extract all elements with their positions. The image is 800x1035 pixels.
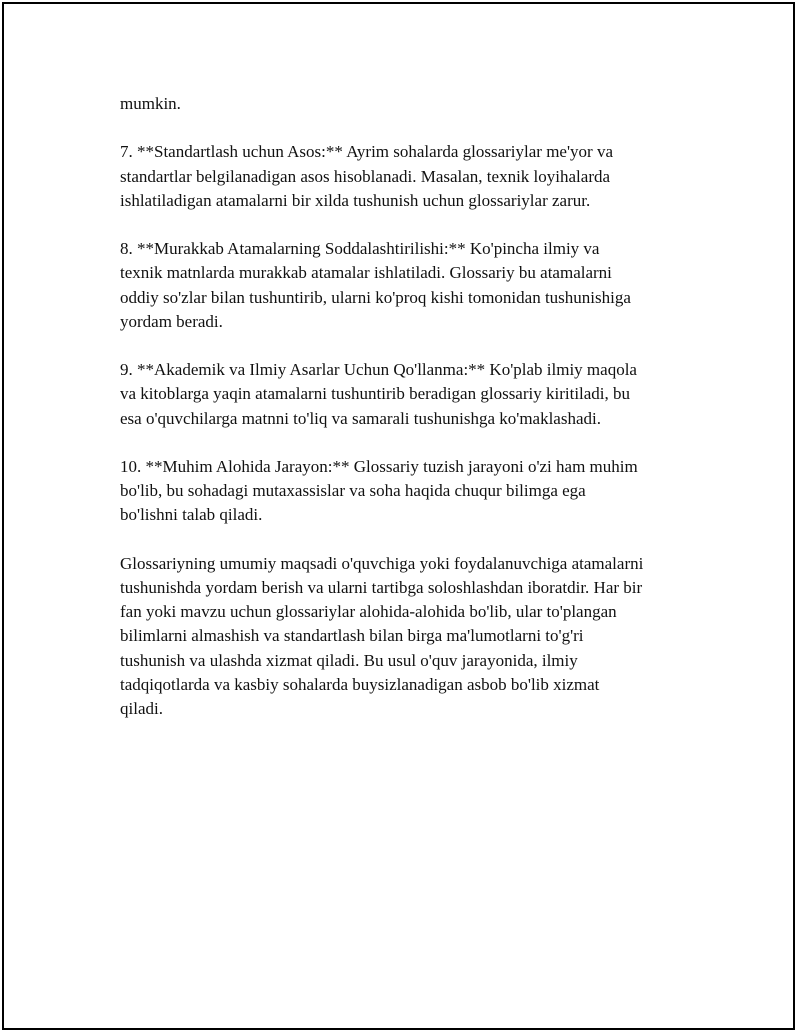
document-body bbox=[120, 92, 685, 745]
paragraph-continuation: mumkin. bbox=[120, 94, 181, 113]
document-page bbox=[2, 2, 795, 1030]
paragraph-item-10: 10. **Muhim Alohida Jarayon:** Glossariy tuzish jarayoni o'zi ham muhim bo'lib, bu sohadagi mutaxassislar va soha haqida chuqur bilimga ega bo'lishni talab qiladi. bbox=[120, 456, 638, 525]
paragraph-conclusion: Glossariyning umumiy maqsadi o'quvchiga yoki foydalanuvchiga atamalarni tushunishda yordam berish va ularni tartibga soloshlashdan iboratdir. Har bir fan yoki mavzu uchun glossariylar alohida-alohida bo'lib, ular to'plangan bilimlarni almashish va standartlash bilan birga ma'lumotlarni to'g'ri tushunish va ulashda xizmat qiladi. Bu usul o'quv jarayonida, ilmiy tadqiqotlarda va kasbiy sohalarda buysizlanadigan asbob bo'lib xizmat qiladi. bbox=[120, 553, 644, 718]
paragraph-item-7: 7. **Standartlash uchun Asos:** Ayrim sohalarda glossariylar me'yor va standartlar belgilanadigan asos hisoblanadi. Masalan, texnik loyihalarda ishlatiladigan atamalarni bir xilda tushunish uchun glossariylar zarur. bbox=[120, 142, 613, 210]
paragraph-item-8: 8. **Murakkab Atamalarning Soddalashtirilishi:** Ko'pincha ilmiy va texnik matnlarda murakkab atamalar ishlatiladi. Glossariy bu atamalarni oddiy so'zlar bilan tushuntirib, ularni ko'proq kishi tomonidan tushunishiga yordam beradi. bbox=[120, 239, 631, 331]
paragraph-item-9: 9. **Akademik va Ilmiy Asarlar Uchun Qo'llanma:** Ko'plab ilmiy maqola va kitoblarga yaqin atamalarni tushuntirib beradigan glossariy kiritiladi, bu esa o'quvchilarga matnni to'liq va samarali tushunishga ko'maklashadi. bbox=[120, 360, 637, 428]
